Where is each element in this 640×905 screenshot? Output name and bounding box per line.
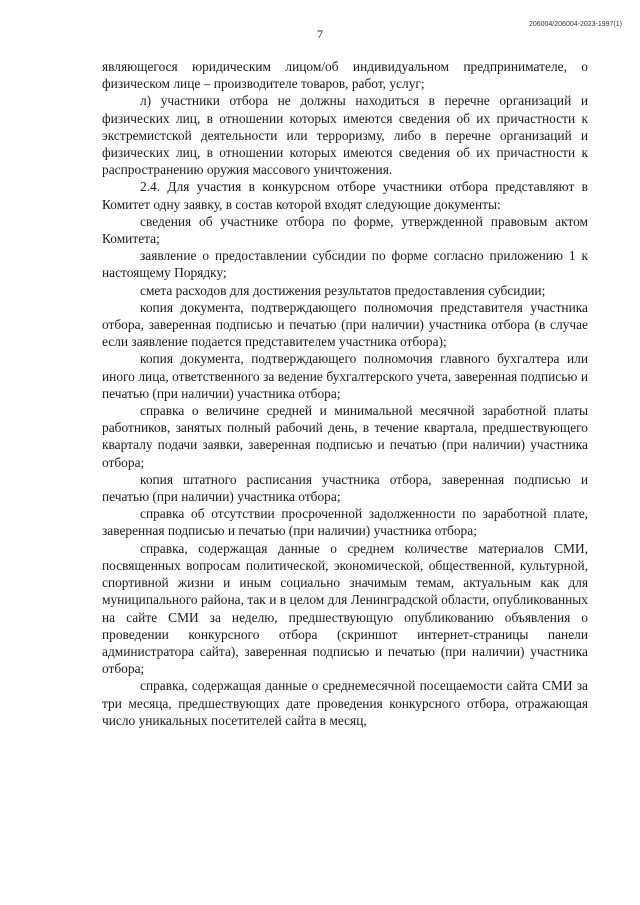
paragraph-item-l: л) участники отбора не должны находиться в перечне организаций и физических лиц, в отношении которых имеются сведения об их причастности к экстремистской деятельности или терроризму, либо в перечне организаций и физических лиц, в отношении которых имеются сведения об их причастности к распространению оружия массового уничтожения.: [102, 93, 588, 178]
document-id: 206004/206004-2023-1997(1): [528, 21, 622, 28]
list-item: справка, содержащая данные о среднемесячной посещаемости сайта СМИ за три месяца, предшествующих дате проведения конкурсного отбора, отражающая число уникальных посетителей сайта в месяц,: [102, 678, 588, 728]
list-item: смета расходов для достижения результатов предоставления субсидии;: [140, 282, 546, 298]
list-item: копия документа, подтверждающего полномочия представителя участника отбора, заверенная подписью и печатью (при наличии) участника отбора (в случае если заявление подается представителем участника отбора);: [102, 299, 588, 350]
list-item: справка о величине средней и минимальной месячной заработной платы работников, занятых полный рабочий день, в течение квартала, предшествующего кварталу подачи заявки, заверенная подписью и печатью (при наличии) участника отбора;: [102, 403, 588, 470]
list-item: копия штатного расписания участника отбора, заверенная подписью и печатью (при наличии) участника отбора;: [102, 471, 588, 505]
list-item: справка об отсутствии просроченной задолженности по заработной плате, заверенная подписью и печатью (при наличии) участника отбора;: [102, 506, 588, 539]
list-item: заявление о предоставлении субсидии по форме согласно приложению 1 к настоящему Порядку;: [102, 248, 588, 281]
list-item: сведения об участнике отбора по форме, утвержденной правовым актом Комитета;: [102, 213, 588, 247]
list-item: справка, содержащая данные о среднем количестве материалов СМИ, посвященных вопросам политической, экономической, общественной, культурной, спортивной жизни и иным социально значимым темам, актуальным как для муниципального района, так и в целом для Ленинградской области, опубликованных на сайте СМИ за неделю, предшествующую опубликованию объявления о проведении конкурсного отбора (скриншот интернет-страницы панели администратора сайта), заверенная подписью и печатью (при наличии) участника отбора;: [102, 540, 588, 677]
paragraph-continuation: являющегося юридическим лицом/об индивидуальном предпринимателе, о физическом лице – производителе товаров, работ, услуг;: [102, 59, 588, 92]
paragraph-2-4: 2.4. Для участия в конкурсном отборе участники отбора представляют в Комитет одну заявку, в состав которой входят следующие документы:: [102, 179, 588, 212]
list-item: копия документа, подтверждающего полномочия главного бухгалтера или иного лица, ответственного за ведение бухгалтерского учета, заверенная подписью и печатью (при наличии) участника отбора;: [102, 351, 588, 401]
page-number: 7: [317, 27, 323, 41]
document-body: [102, 58, 588, 729]
